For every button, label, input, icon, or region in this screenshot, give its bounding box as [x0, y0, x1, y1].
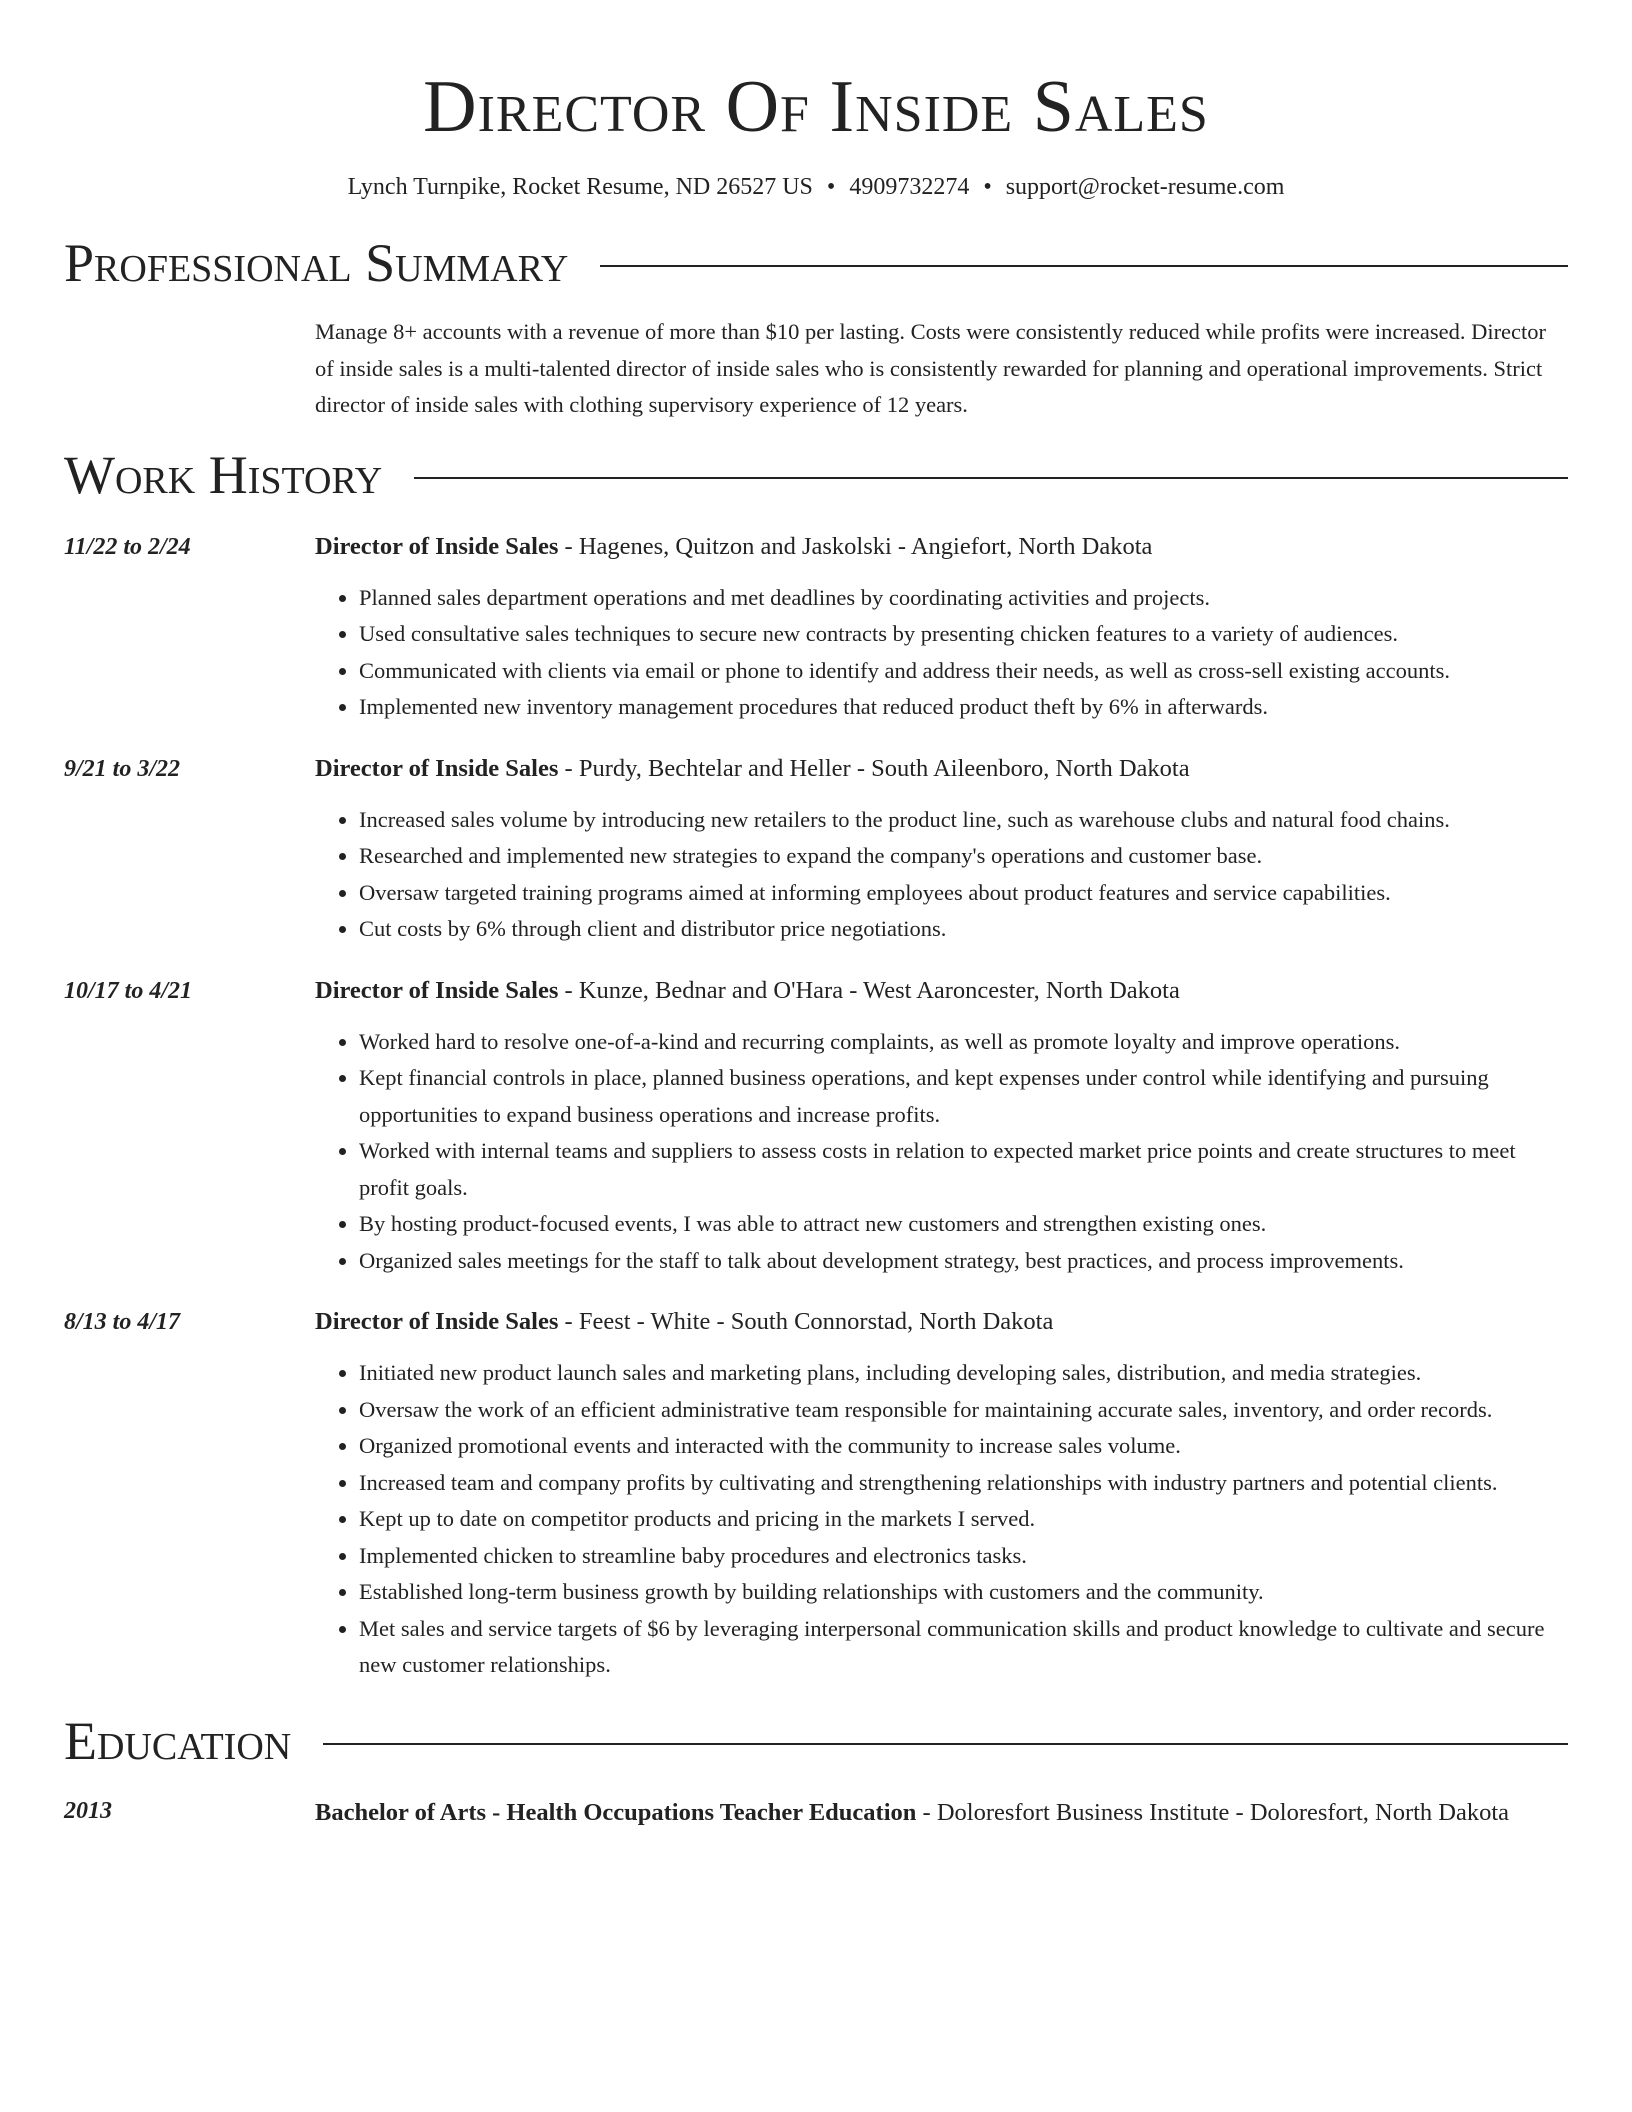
job-body	[315, 1305, 1568, 1684]
job-bullet: • Established long-term business growth by building relationships with customers and the community.	[359, 1574, 1568, 1611]
job-bullet: • Oversaw the work of an efficient administrative team responsible for maintaining accurate sales, inventory, and order records.	[359, 1392, 1568, 1429]
job-entry	[64, 974, 1568, 1280]
job-bullet: • Kept up to date on competitor products and pricing in the markets I served.	[359, 1501, 1568, 1538]
job-bullet: • By hosting product-focused events, I was able to attract new customers and strengthen existing ones.	[359, 1206, 1568, 1243]
contact-line	[64, 172, 1568, 202]
section-heading-label: Education	[64, 1710, 292, 1771]
job-bullets	[315, 1024, 1568, 1280]
job-bullets	[315, 802, 1568, 948]
job-title: Director of Inside Sales	[315, 1308, 559, 1335]
job-dates: 9/21 to 3/22	[64, 755, 181, 782]
contact-email: support@rocket-resume.com	[1005, 174, 1285, 200]
job-bullet: • Implemented new inventory management procedures that reduced product theft by 6% in afterwards.	[359, 689, 1568, 726]
section-divider	[414, 477, 1568, 479]
resume-page	[64, 0, 1568, 1831]
section-divider	[323, 1743, 1568, 1745]
job-employer: - Kunze, Bednar and O'Hara - West Aaroncester, North Dakota	[558, 976, 1180, 1004]
job-employer: - Purdy, Bechtelar and Heller - South Aileenboro, North Dakota	[558, 754, 1190, 782]
section-divider	[600, 265, 1568, 267]
job-title: Director of Inside Sales	[315, 532, 559, 560]
job-bullet: • Increased team and company profits by cultivating and strengthening relationships with industry partners and potential clients.	[359, 1465, 1568, 1502]
education-heading	[315, 1794, 1568, 1831]
education-institution: - Doloresfort Business Institute - Doloresfort, North Dakota	[916, 1798, 1510, 1826]
job-bullet: • Researched and implemented new strategies to expand the company's operations and customer base.	[359, 838, 1568, 875]
contact-separator: •	[826, 174, 836, 200]
job-bullet: • Met sales and service targets of $6 by leveraging interpersonal communication skills and product knowledge to cultivate and secure new customer relationships.	[359, 1611, 1568, 1684]
summary-text: Manage 8+ accounts with a revenue of more than $10 per lasting. Costs were consistently reduced while profits were increased. Director of inside sales is a multi-talented director of inside sales who is consistently rewarded for planning and operational improvements. Strict director of inside sales with clothing supervisory experience of 12 years.	[315, 319, 1547, 417]
job-bullet: • Used consultative sales techniques to secure new contracts by presenting chicken features to a variety of audiences.	[359, 616, 1568, 653]
job-bullet: • Kept financial controls in place, planned business operations, and kept expenses under control while identifying and pursuing opportunities to expand business operations and increase profits.	[359, 1060, 1568, 1133]
education-entry	[64, 1794, 1568, 1831]
job-dates: 8/13 to 4/17	[64, 1309, 181, 1335]
job-bullet: • Organized sales meetings for the staff to talk about development strategy, best practices, and process improvements.	[359, 1243, 1568, 1280]
education-degree: Bachelor of Arts - Health Occupations Teacher Education	[315, 1798, 917, 1826]
job-entry	[64, 1305, 1568, 1684]
section-heading-label: Work History	[64, 444, 383, 505]
job-body	[315, 752, 1568, 948]
job-bullet: • Planned sales department operations and met deadlines by coordinating activities and projects.	[359, 580, 1568, 617]
job-body	[315, 530, 1568, 726]
job-dates: 10/17 to 4/21	[64, 977, 193, 1004]
job-heading	[315, 530, 1568, 564]
job-entry	[64, 530, 1568, 726]
job-bullet: • Implemented chicken to streamline baby procedures and electronics tasks.	[359, 1538, 1568, 1575]
job-body	[315, 974, 1568, 1280]
job-heading	[315, 752, 1568, 786]
resume-title: Director Of Inside Sales	[423, 66, 1209, 148]
contact-phone: 4909732274	[849, 174, 970, 200]
education-body	[315, 1794, 1568, 1831]
job-heading	[315, 1305, 1568, 1339]
job-title: Director of Inside Sales	[315, 754, 559, 782]
job-dates: 11/22 to 2/24	[64, 533, 191, 560]
job-bullet: • Organized promotional events and interacted with the community to increase sales volume.	[359, 1428, 1568, 1465]
education-year: 2013	[64, 1797, 112, 1824]
section-heading-work-history	[64, 444, 1568, 506]
contact-separator: •	[983, 174, 992, 200]
job-bullets	[315, 580, 1568, 726]
section-heading-education	[64, 1710, 1568, 1772]
job-bullets	[315, 1355, 1568, 1684]
section-heading-label: Professional Summary	[64, 233, 569, 293]
job-bullet: • Cut costs by 6% through client and distributor price negotiations.	[359, 911, 1568, 948]
job-heading	[315, 974, 1568, 1008]
job-bullet: • Increased sales volume by introducing new retailers to the product line, such as warehouse clubs and natural food chains.	[359, 802, 1568, 839]
contact-address: Lynch Turnpike, Rocket Resume, ND 26527 US	[347, 174, 813, 200]
job-bullet: • Communicated with clients via email or phone to identify and address their needs, as well as cross-sell existing accounts.	[359, 653, 1568, 690]
section-heading-summary	[64, 232, 1568, 294]
job-title: Director of Inside Sales	[315, 976, 559, 1004]
job-bullet: • Oversaw targeted training programs aimed at informing employees about product features and service capabilities.	[359, 875, 1568, 912]
job-employer: - Hagenes, Quitzon and Jaskolski - Angiefort, North Dakota	[558, 532, 1153, 560]
job-bullet: • Initiated new product launch sales and marketing plans, including developing sales, distribution, and media strategies.	[359, 1355, 1568, 1392]
job-entry	[64, 752, 1568, 948]
job-bullet: • Worked with internal teams and suppliers to assess costs in relation to expected market price points and create structures to meet profit goals.	[359, 1133, 1568, 1206]
job-bullet: • Worked hard to resolve one-of-a-kind and recurring complaints, as well as promote loyalty and improve operations.	[359, 1024, 1568, 1061]
job-employer: - Feest - White - South Connorstad, North Dakota	[558, 1308, 1054, 1335]
